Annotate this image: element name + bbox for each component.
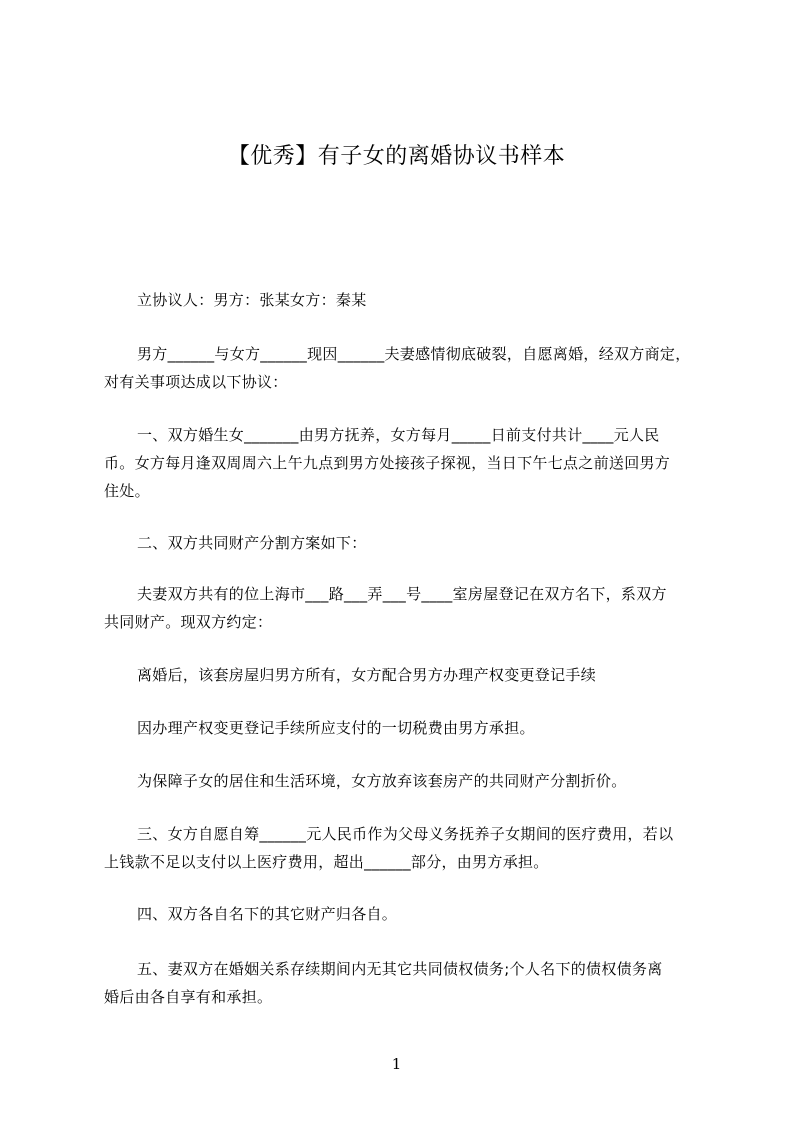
property-paragraph <box>104 580 704 636</box>
item-2-paragraph <box>104 714 704 742</box>
document-title: 【优秀】有子女的离婚协议书样本 <box>227 144 566 169</box>
intro-line-2: 对有关事项达成以下协议： <box>104 373 288 391</box>
item-3-paragraph <box>104 767 704 795</box>
clause-4-paragraph <box>104 900 704 928</box>
property-line-1: 夫妻双方共有的位上海市___路___弄___号____室房屋登记在双方名下，系双方 <box>137 585 667 603</box>
clause-1-line-2: 币。女方每月逢双周周六上午九点到男方处接孩子探视，当日下午七点之前送回男方 <box>104 454 671 472</box>
item-1-line: 离婚后，该套房屋归男方所有，女方配合男方办理产权变更登记手续 <box>137 666 597 684</box>
item-3-line: 为保障子女的居住和生活环境，女方放弃该套房产的共同财产分割折价。 <box>137 772 627 790</box>
clause-1-line-1: 一、双方婚生女_______由男方抚养，女方每月_____日前支付共计____元人民 <box>137 426 660 444</box>
clause-3-line-2: 上钱款不足以支付以上医疗费用，超出______部分，由男方承担。 <box>104 853 549 871</box>
clause-1-line-3: 住处。 <box>104 482 150 500</box>
clause-1-paragraph <box>104 421 704 505</box>
page-number: 1 <box>391 1055 402 1073</box>
parties-line: 立协议人：男方：张某女方：秦某 <box>137 291 367 309</box>
parties-paragraph <box>104 286 704 314</box>
clause-5-paragraph <box>104 955 704 1011</box>
clause-2-paragraph <box>104 529 704 557</box>
clause-2-line: 二、双方共同财产分割方案如下： <box>137 534 367 552</box>
clause-3-paragraph <box>104 820 704 876</box>
intro-line-1: 男方______与女方______现因______夫妻感情彻底破裂，自愿离婚，经双方商定， <box>137 345 691 363</box>
intro-paragraph <box>104 340 704 396</box>
clause-3-line-1: 三、女方自愿自筹______元人民币作为父母义务抚养子女期间的医疗费用，若以 <box>137 825 674 843</box>
property-line-2: 共同财产。现双方约定： <box>104 613 273 631</box>
item-1-paragraph <box>104 661 704 689</box>
clause-5-line-1: 五、妻双方在婚姻关系存续期间内无其它共同债权债务;个人名下的债权债务离 <box>137 960 663 978</box>
item-2-line: 因办理产权变更登记手续所应支付的一切税费由男方承担。 <box>137 719 535 737</box>
clause-5-line-2: 婚后由各自享有和承担。 <box>104 988 273 1006</box>
clause-4-line: 四、双方各自名下的其它财产归各自。 <box>137 905 398 923</box>
